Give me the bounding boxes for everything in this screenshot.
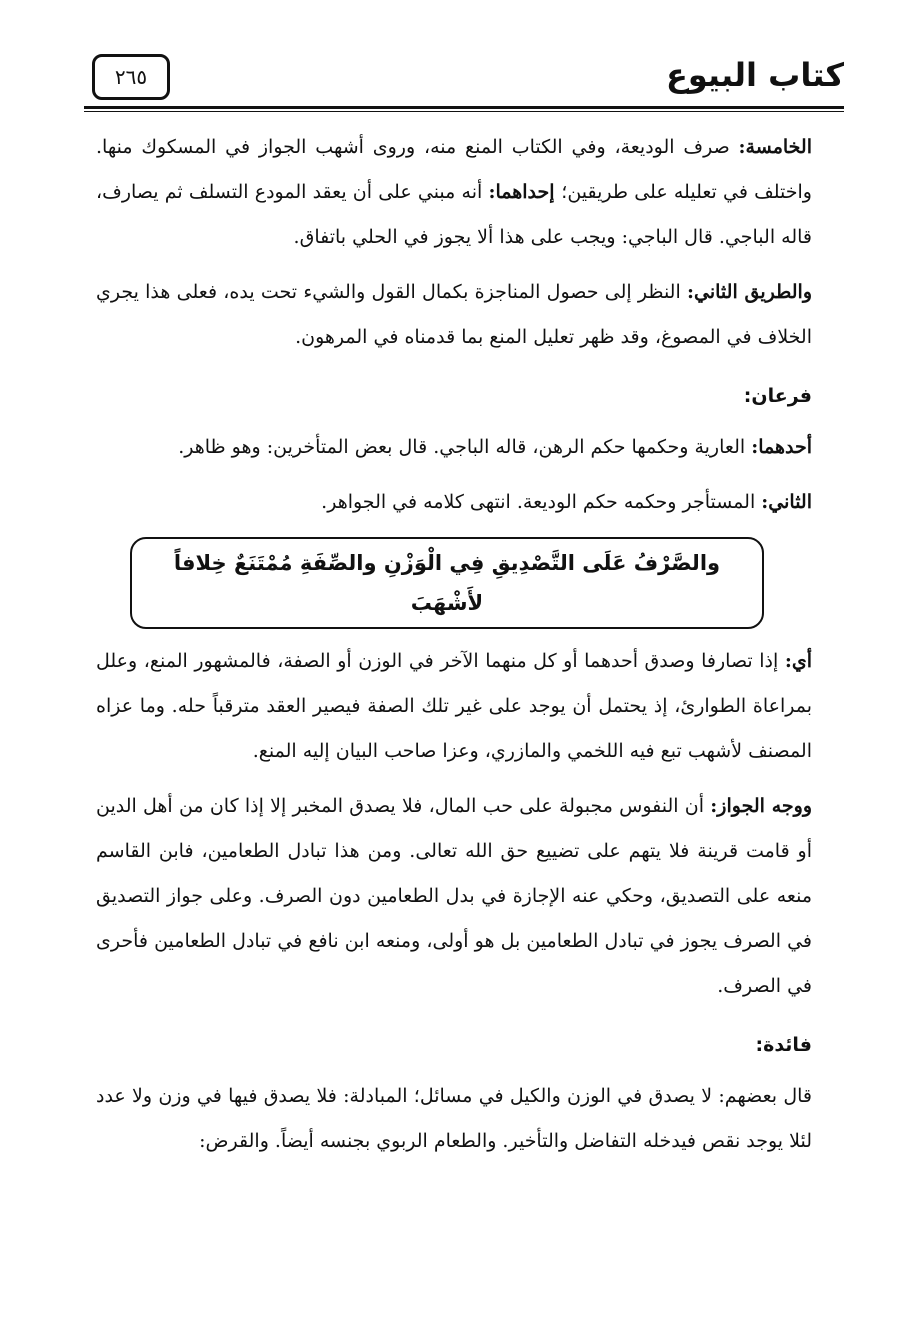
matn-text: والصَّرْفُ عَلَى التَّصْدِيقِ فِي الْوَزْنِ والصِّفَةِ مُمْتَنَعٌ خِلافاً لأَشْهَبَ bbox=[173, 551, 721, 615]
header-rule bbox=[84, 106, 844, 109]
paragraph-lead: والطريق الثاني: bbox=[687, 281, 812, 303]
matn-box bbox=[130, 537, 764, 629]
paragraph-first-branch bbox=[96, 425, 812, 470]
paragraph-lead: الخامسة: bbox=[738, 136, 812, 158]
paragraph-lead: أحدهما: bbox=[751, 436, 812, 458]
paragraph-text: المستأجر وحكمه حكم الوديعة. انتهى كلامه في الجواهر. bbox=[321, 491, 762, 513]
paragraph-lead: أي: bbox=[784, 650, 812, 672]
page-body bbox=[96, 125, 812, 1174]
paragraph-explanation bbox=[96, 639, 812, 774]
page-number-box bbox=[92, 54, 170, 100]
paragraph-text: صرف الوديعة، وفي الكتاب المنع منه، وروى أشهب الجواز في المسكوك منها. واختلف في تعليله على طريقين؛ bbox=[96, 136, 812, 203]
paragraph-text: إذا تصارفا وصدق أحدهما أو كل منهما الآخر في الوزن أو الصفة، فالمشهور المنع، وعلل بمراعاة الطوارئ، إذ يحتمل أن يوجد على غير تلك الصفة فيصير العقد مترقباً حله. وما عزاه المصنف لأشهب تبع فيه اللخمي والمازري، وعزا صاحب البيان إليه المنع. bbox=[96, 650, 812, 762]
paragraph-lead: إحداهما: bbox=[488, 181, 562, 203]
section-heading-benefit: فائدة: bbox=[755, 1034, 812, 1056]
paragraph-lead: ووجه الجواز: bbox=[710, 795, 812, 817]
paragraph-text: أن النفوس مجبولة على حب المال، فلا يصدق المخبر إلا إذا كان من أهل الدين أو قامت قرينة فلا يتهم على تضييع حق الله تعالى. ومن هذا تبادل الطعامين، فابن القاسم منعه على التصديق، وحكي عنه الإجازة في بدل الطعامين دون الصرف. وعلى جواز التصديق في الصرف يجوز في تبادل الطعامين بل هو أولى، ومنعه ابن نافع في تبادل الطعامين فأحرى في الصرف. bbox=[96, 795, 813, 997]
paragraph-text: العارية وحكمها حكم الرهن، قاله الباجي. قال بعض المتأخرين: وهو ظاهر. bbox=[178, 436, 752, 458]
running-title: كتاب البيوع bbox=[665, 56, 844, 94]
paragraph-text: أنه مبني على أن يعقد المودع التسلف ثم يصارف، قاله الباجي. قال الباجي: ويجب على هذا ألا يجوز في الحلي باتفاق. bbox=[96, 181, 812, 248]
paragraph-second-branch bbox=[96, 480, 812, 525]
paragraph-text: النظر إلى حصول المناجزة بكمال القول والشيء تحت يده، فعلى هذا يجري الخلاف في المصوغ، وقد ظهر تعليل المنع بما قدمناه في المرهون. bbox=[96, 281, 812, 348]
page-header bbox=[84, 52, 844, 112]
header-rule-thin bbox=[84, 111, 844, 112]
paragraph-second-way bbox=[96, 270, 812, 360]
page-number: ٢٦٥ bbox=[114, 65, 148, 89]
paragraph-lead: الثاني: bbox=[761, 491, 812, 513]
section-heading-two-branches: فرعان: bbox=[743, 385, 812, 407]
paragraph-benefit bbox=[96, 1074, 812, 1164]
paragraph-text: قال بعضهم: لا يصدق في الوزن والكيل في مسائل؛ المبادلة: فلا يصدق فيها في وزن ولا عدد لئلا يوجد نقص فيدخله التفاضل والتأخير. والطعام الربوي بجنسه أيضاً. والقرض: bbox=[96, 1085, 812, 1152]
paragraph-fifth bbox=[96, 125, 812, 260]
paragraph-permissibility bbox=[96, 784, 812, 1009]
